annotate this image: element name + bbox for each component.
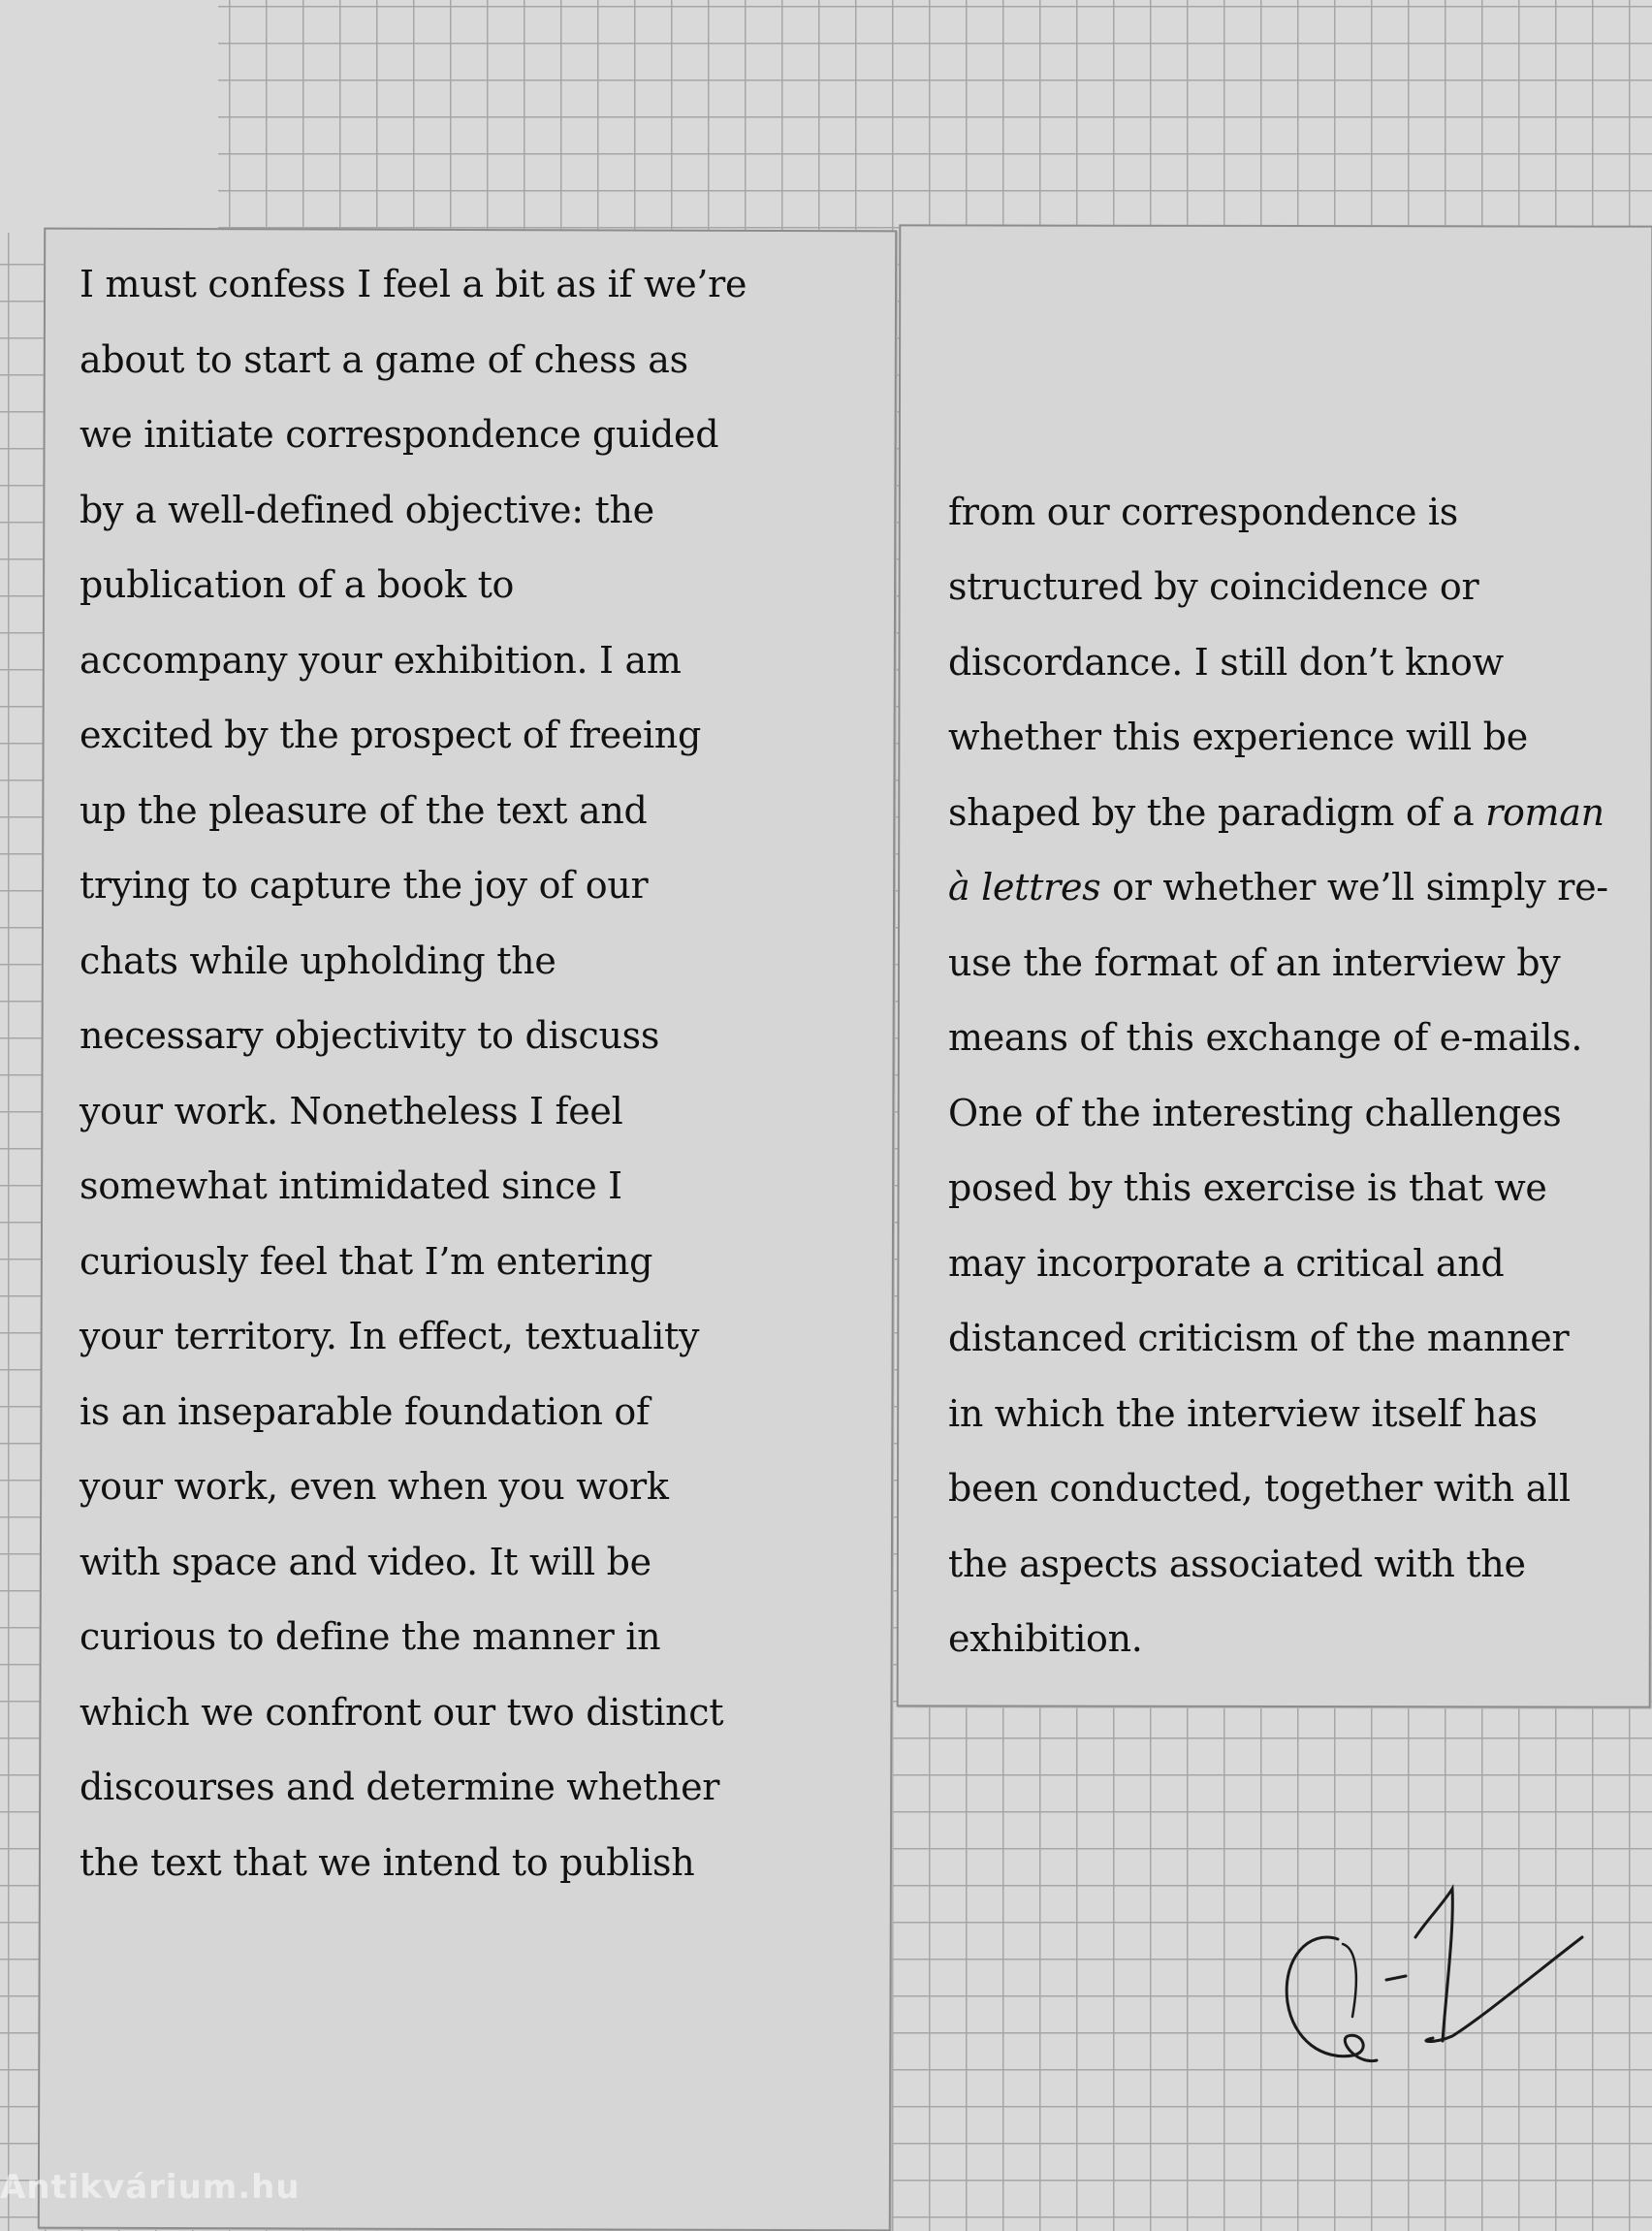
text-line: accompany your exhibition. I am [79,639,682,682]
text-line: whether this experience will be [948,716,1528,758]
text-line: your work, even when you work [79,1465,669,1508]
italic-term: roman [1485,791,1604,834]
text-segment: or whether we’ll simply re- [1100,866,1608,908]
text-line: somewhat intimidated since I [79,1164,622,1207]
text-line: with space and video. It will be [79,1541,651,1583]
text-line: the aspects associated with the [948,1543,1526,1585]
text-line: discordance. I still don’t know [948,641,1504,684]
text-segment: shaped by the paradigm of a [948,791,1486,834]
text-line: we initiate correspondence guided [79,413,719,456]
text-line-with-italic [948,790,1604,835]
page-margin [0,0,218,233]
text-line: I must confess I feel a bit as if we’re [79,263,747,305]
text-line: curiously feel that I’m entering [79,1240,653,1283]
text-line: the text that we intend to publish [79,1841,695,1884]
text-line: which we confront our two distinct [79,1691,724,1734]
text-line: up the pleasure of the text and [79,789,648,832]
text-line: use the format of an interview by [948,941,1561,984]
text-line: your work. Nonetheless I feel [79,1090,623,1132]
text-line: may incorporate a critical and [948,1242,1505,1285]
text-line: trying to capture the joy of our [79,864,649,907]
text-line: about to start a game of chess as [79,338,688,381]
text-line: One of the interesting challenges [948,1092,1562,1134]
text-line: from our correspondence is [948,491,1458,533]
text-line: posed by this exercise is that we [948,1166,1547,1209]
text-line: publication of a book to [79,563,515,606]
text-line: in which the interview itself has [948,1392,1538,1435]
text-line-with-italic [948,865,1608,909]
text-line: means of this exchange of e-mails. [948,1016,1583,1059]
text-line: been conducted, together with all [948,1467,1571,1510]
text-line: necessary objectivity to discuss [79,1014,660,1057]
text-line: by a well-defined objective: the [79,489,654,531]
text-line: curious to define the manner in [79,1615,661,1658]
text-line: structured by coincidence or [948,565,1479,608]
text-line: chats while upholding the [79,940,556,982]
text-line: your territory. In effect, textuality [79,1315,700,1357]
handwritten-mark [1270,1871,1600,2085]
text-line: exhibition. [948,1617,1143,1660]
watermark: Antikvárium.hu [0,2168,301,2207]
text-line: excited by the prospect of freeing [79,714,701,756]
text-line: discourses and determine whether [79,1766,720,1808]
italic-term: à lettres [948,866,1101,908]
text-line: is an inseparable foundation of [79,1390,650,1433]
text-line: distanced criticism of the manner [948,1317,1570,1359]
